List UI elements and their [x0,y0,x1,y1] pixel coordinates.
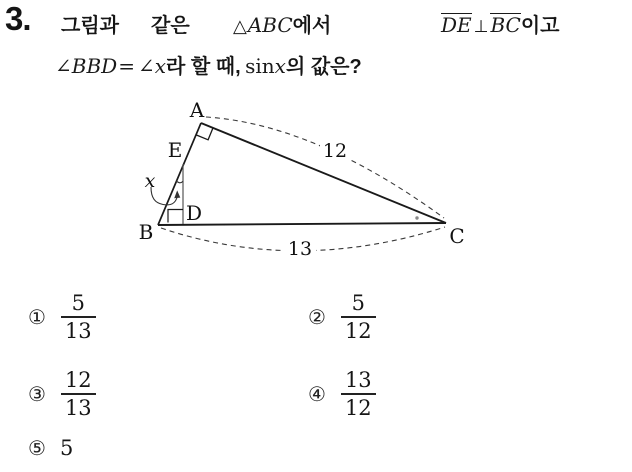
triangle-name: ABC [247,13,293,37]
dashed-arc-ac [206,117,444,218]
korean-mid-text: 라 할 때, [166,56,241,78]
choice-4-fraction [341,367,376,421]
point-label-e: E [167,138,183,162]
choice-3-denominator: 13 [61,393,96,421]
choice-1-denominator: 13 [61,316,96,344]
right-angle-mark-d [168,210,183,223]
korean-tail-text: 의 값은? [285,56,362,78]
segment-bc-label: BC [490,13,521,37]
angle-dot-c [415,216,418,219]
perpendicular-symbol: ⊥ [473,17,489,37]
angle-variable: x [154,54,167,78]
sin-function: sin [245,54,275,78]
question-number: 3. [5,0,31,37]
angle-x-label: x [144,170,156,192]
choice-4 [308,364,376,424]
triangle-symbol: △ [233,16,247,37]
vertex-label-b: B [138,220,154,244]
choice-2-numerator: 5 [351,291,365,315]
choice-2-marker: ② [308,305,326,329]
choice-3-fraction [61,367,96,421]
choice-3-marker: ③ [28,382,46,406]
choice-5-marker: ⑤ [28,436,46,460]
segment-de-label: DE [441,13,472,37]
point-label-d: D [186,201,203,225]
choice-3 [28,364,96,424]
korean-word-gateun: 같은 [151,15,190,37]
sin-variable: x [274,54,286,78]
vertex-label-a: A [189,98,205,122]
choice-1-marker: ① [28,305,46,329]
choice-2-denominator: 12 [341,316,376,344]
choice-4-marker: ④ [308,382,326,406]
choice-2 [308,287,376,347]
choice-4-denominator: 12 [341,393,376,421]
choice-2-fraction [341,290,376,344]
angle-symbol: ∠ [55,54,72,78]
choice-1-fraction [61,290,96,344]
choice-3-numerator: 12 [64,368,92,392]
angle-symbol-2: ∠ [137,54,155,78]
angle-arc-e [176,181,183,183]
arrowhead [174,190,180,198]
equals-sign: = [118,54,135,78]
choice-1-numerator: 5 [71,291,85,315]
choice-4-numerator: 13 [344,368,372,392]
angle-name: BBD [71,54,118,78]
vertex-label-c: C [449,224,465,248]
korean-word-geurimgwa: 그림과 [61,15,119,37]
length-label-12: 12 [322,140,348,162]
korean-suffix-eseo: 에서 [292,15,332,37]
choice-1 [28,287,96,347]
choice-5-value: 5 [59,436,74,460]
length-label-13: 13 [287,238,313,260]
choice-5 [28,430,73,466]
korean-suffix-igo: 이고 [520,15,560,37]
